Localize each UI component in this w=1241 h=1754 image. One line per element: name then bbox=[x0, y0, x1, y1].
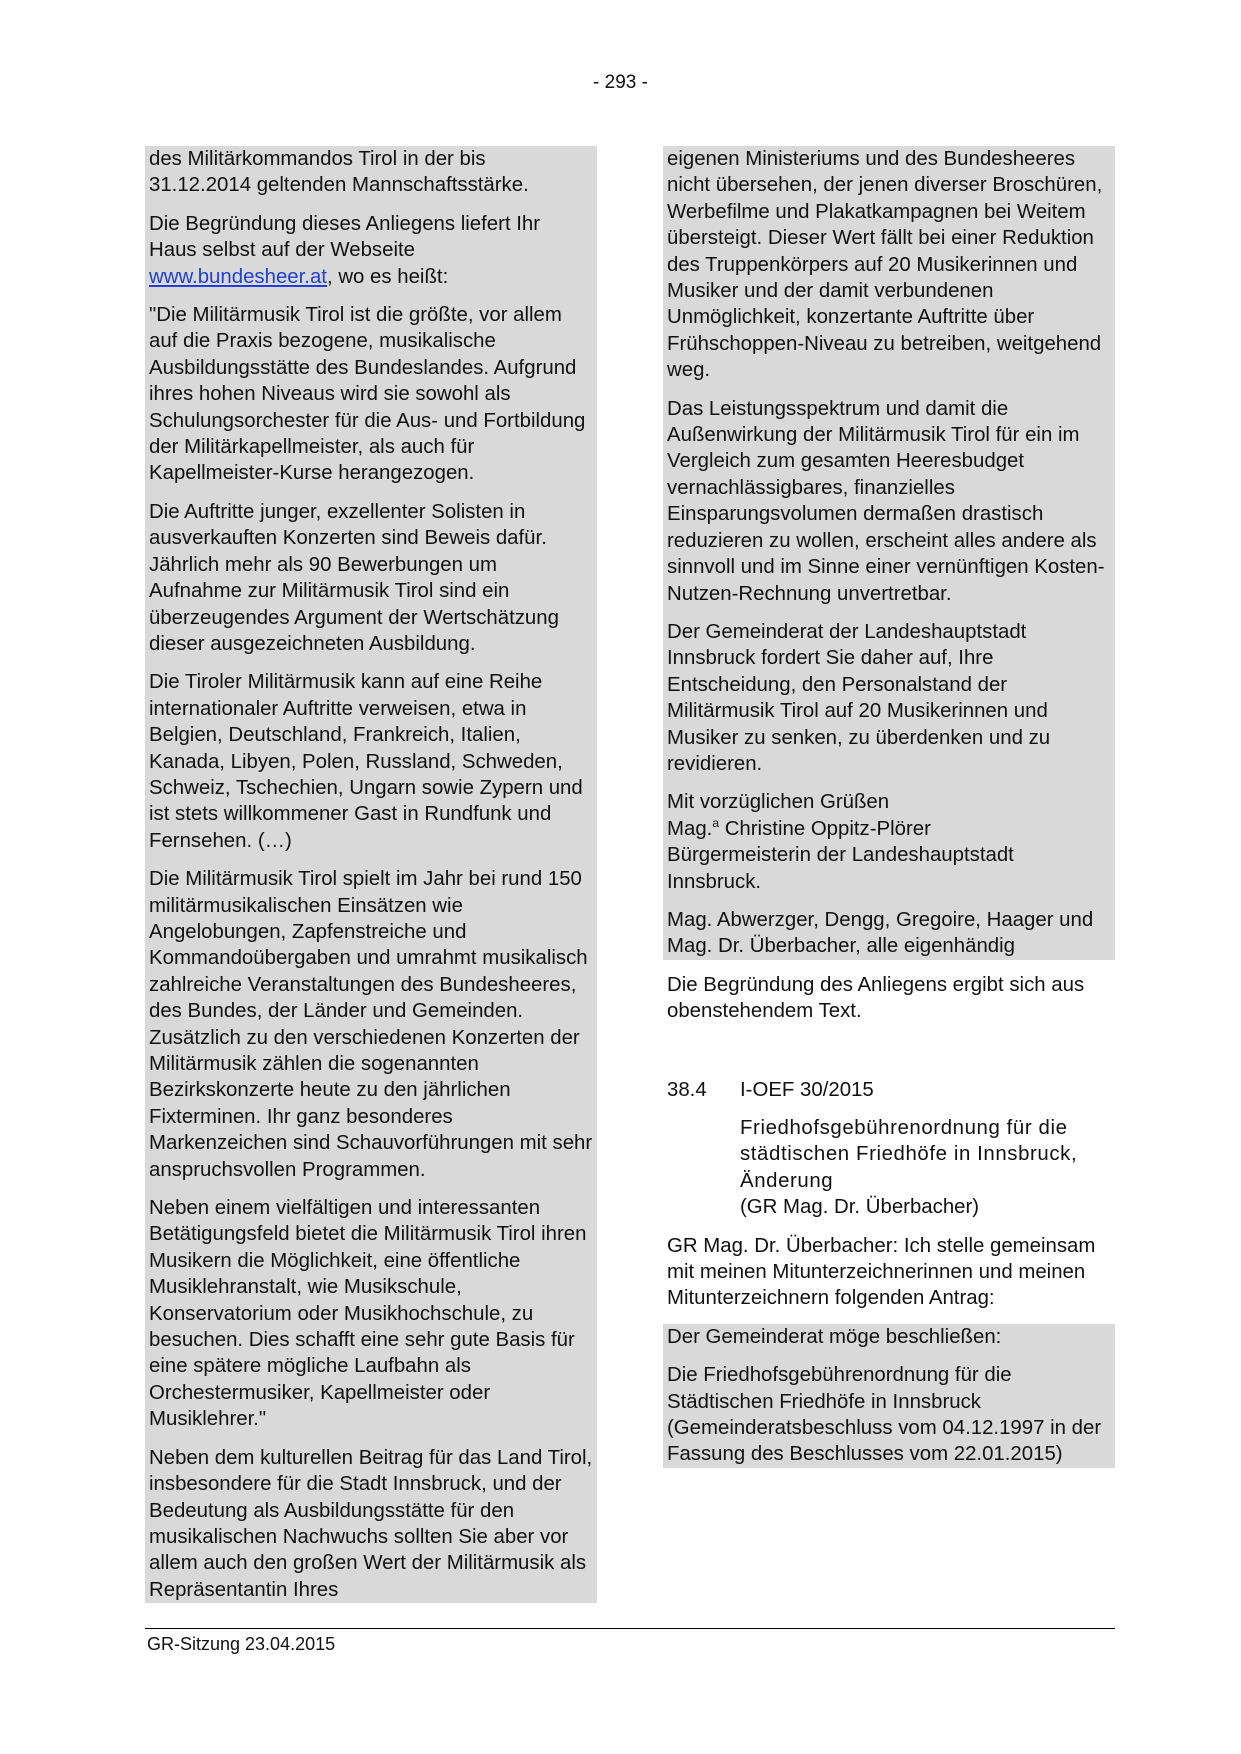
paragraph: des Militärkommandos Tirol in der bis 31.12.2014 geltenden Mannschaftsstärke. bbox=[145, 146, 597, 199]
mayor-name: Mag.$^a$ Christine Oppitz-Plörer bbox=[667, 815, 931, 840]
paragraph: Das Leistungsspektrum und damit die Außenwirkung der Militärmusik Tirol für ein im Vergleich zum gesamten Heeresbudget vernachlässigbares, finanzielles Einsparungsvolumen dermaßen drastisch reduzieren zu wollen, erscheint alles andere als sinnvoll und im Sinne einer vernünftigen Kosten-Nutzen-Rechnung unvertretbar. bbox=[663, 396, 1115, 607]
paragraph: Neben dem kulturellen Beitrag für das Land Tirol, insbesondere für die Stadt Innsbruck, und der Bedeutung als Ausbildungsstätte für den musikalischen Nachwuchs sollten Sie aber vor allem auch den großen Wert der Militärmusik als Repräsentantin Ihres bbox=[145, 1445, 597, 1603]
agenda-number: 38.4 bbox=[667, 1078, 707, 1101]
justification: Die Begründung des Anliegens ergibt sich aus obenstehendem Text. bbox=[667, 973, 1085, 1023]
quote-paragraph: Die Tiroler Militärmusik kann auf eine Reihe internationaler Auftritte verweisen, etwa in Belgien, Deutschland, Frankreich, Italien, Kanada, Libyen, Polen, Russland, Schweden, Schweiz, Tschechien, Ungarn sowie Zypern und ist stets willkommener Gast in Rundfunk und Fernsehen. (…) bbox=[145, 669, 597, 854]
paragraph: eigenen Ministeriums und des Bundesheeres nicht übersehen, der jenen diverser Broschüren, Werbefilme und Plakatkampagnen bei Weitem übersteigt. Dieser Wert fällt bei einer Reduktion des Truppenkörpers auf 20 Musikerinnen und Musiker und der damit verbundenen Unmöglichkeit, konzertante Auftritte über Frühschoppen-Niveau zu betreiben, weitgehend weg. bbox=[663, 146, 1115, 384]
resolution-heading: Der Gemeinderat möge beschließen: bbox=[663, 1324, 1115, 1350]
right-column bbox=[663, 146, 1115, 1468]
agenda-item-header bbox=[663, 1077, 1115, 1103]
greeting: Mit vorzüglichen Grüßen bbox=[667, 791, 890, 814]
signatories: Mag. Abwerzger, Dengg, Gregoire, Haager und Mag. Dr. Überbacher, alle eigenhändig bbox=[663, 907, 1115, 960]
quote-paragraph: Neben einem vielfältigen und interessanten Betätigungsfeld bietet die Militärmusik Tirol ihren Musikern die Möglichkeit, eine öffentliche Musiklehranstalt, wie Musikschule, Konservatorium oder Musikhochschule, zu besuchen. Dies schafft eine sehr gute Basis für eine spätere mögliche Laufbahn als Orchestermusiker, Kapellmeister oder Musiklehrer." bbox=[145, 1195, 597, 1433]
agenda-title: Friedhofsgebührenordnung für die städtischen Friedhöfe in Innsbruck, Änderung bbox=[740, 1117, 1078, 1192]
bundesheer-link[interactable]: www.bundesheer.at bbox=[149, 265, 327, 288]
motion-intro: GR Mag. Dr. Überbacher: Ich stelle gemeinsam mit meinen Mitunterzeichnerinnen und meinen Mitunterzeichnern folgenden Antrag: bbox=[667, 1234, 1096, 1310]
quote-paragraph: Die Auftritte junger, exzellenter Solisten in ausverkauften Konzerten sind Beweis dafür. Jährlich mehr als 90 Bewerbungen um Aufnahme zur Militärmusik Tirol sind ein überzeugendes Argument der Wertschätzung dieser ausgezeichneten Ausbildung. bbox=[145, 499, 597, 657]
agenda-code: I-OEF 30/2015 bbox=[740, 1078, 874, 1101]
quote-paragraph: Die Militärmusik Tirol spielt im Jahr bei rund 150 militärmusikalischen Einsätzen wie Angelobungen, Zapfenstreiche und Kommandoübergaben und umrahmt musikalisch zahlreiche Veranstaltungen des Bundesheeres, des Bundes, der Länder und Gemeinden. Zusätzlich zu den verschiedenen Konzerten der Militärmusik zählen die sogenannten Bezirkskonzerte heute zu den jährlichen Fixterminen. Ihr ganz besonderes Markenzeichen sind Schauvorführungen mit sehr anspruchsvollen Programmen. bbox=[145, 866, 597, 1183]
footer-text: GR-Sitzung 23.04.2015 bbox=[147, 1634, 336, 1654]
footer-divider bbox=[145, 1628, 1115, 1629]
mayor-role: Bürgermeisterin der Landeshauptstadt Innsbruck. bbox=[667, 844, 1014, 893]
closing-block bbox=[663, 789, 1115, 895]
quote-paragraph: "Die Militärmusik Tirol ist die größte, vor allem auf die Praxis bezogene, musikalische Ausbildungsstätte des Bundeslandes. Aufgrund ihres hohen Niveaus wird sie sowohl als Schulungsorchester für die Aus- und Fortbildung der Militärkapellmeister, als auch für Kapellmeister-Kurse herangezogen. bbox=[145, 302, 597, 487]
paragraph: Der Gemeinderat der Landeshauptstadt Innsbruck fordert Sie daher auf, Ihre Entscheidung, den Personalstand der Militärmusik Tirol auf 20 Musikerinnen und Musiker zu senken, zu überdenken und zu revidieren. bbox=[663, 619, 1115, 777]
paragraph-with-link: Die Begründung dieses Anliegens liefert Ihr Haus selbst auf der Webseite www.bundesheer.at, wo es heißt: bbox=[145, 211, 597, 290]
left-column bbox=[145, 146, 597, 1603]
resolution-text: Die Friedhofsgebührenordnung für die Städtischen Friedhöfe in Innsbruck (Gemeinderatsbeschluss vom 04.12.1997 in der Fassung des Beschlusses vom 22.01.2015) bbox=[663, 1362, 1115, 1468]
agenda-title-block bbox=[740, 1115, 1115, 1221]
page-number: - 293 - bbox=[593, 72, 648, 93]
agenda-speaker: (GR Mag. Dr. Überbacher) bbox=[740, 1196, 980, 1219]
